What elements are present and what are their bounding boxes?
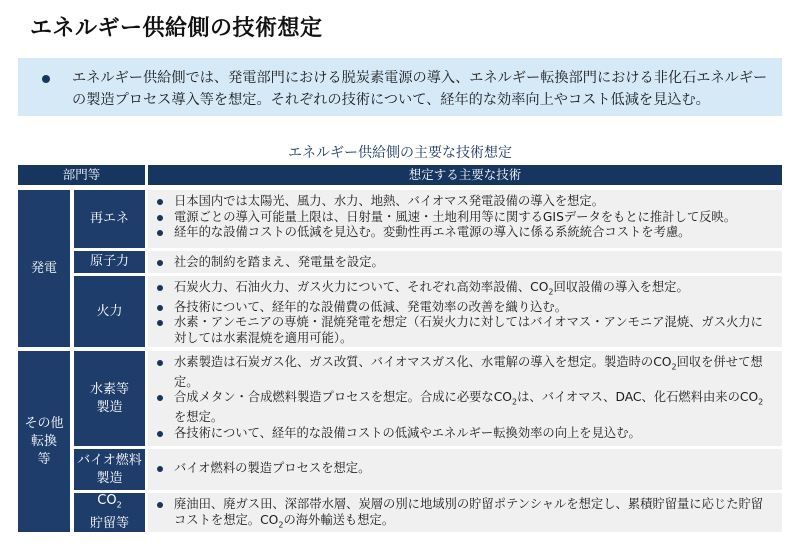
bullet-icon xyxy=(157,230,163,236)
bullet-icon xyxy=(157,431,163,437)
row-label-hydrogen-line1: 水素等 xyxy=(89,381,129,397)
bullet-icon xyxy=(157,305,163,311)
bullet-icon xyxy=(157,466,163,472)
list-item: 合成メタン・合成燃料製造プロセスを想定。合成に必要な$CO_2$は、バイオマス、DAC、化石燃料由来の$CO_2$を想定。 xyxy=(148,390,774,425)
list-item: バイオ燃料の製造プロセスを想定。 xyxy=(148,461,774,477)
list-item: 日本国内では太陽光、風力、水力、地熱、バイオマス発電設備の導入を想定。 xyxy=(148,194,774,210)
list-item: 各技術について、経年的な設備費の低減、発電効率の改善を織り込む。 xyxy=(148,300,774,316)
list-item: 廃油田、廃ガス田、深部帯水層、炭層の別に地域別の貯留ポテンシャルを想定し、累積貯留量に応じた貯留コストを想定。$CO_2$の海外輸送も想定。 xyxy=(148,497,774,532)
bullet-icon xyxy=(157,320,163,326)
list-item: 水素・アンモニアの専焼・混焼発電を想定（石炭火力に対してはバイオマス・アンモニア混焼、ガス火力に対しては水素混焼を適用可能）。 xyxy=(148,315,774,346)
bullet-icon xyxy=(157,395,163,401)
group-power: 発電 xyxy=(18,190,70,347)
content-thermal xyxy=(148,276,782,347)
row-label-renewable: 再エネ xyxy=(74,190,145,248)
header-sector: 部門等 xyxy=(18,165,145,185)
list-item: 水素製造は石炭ガス化、ガス改質、バイオマスガス化、水電解の導入を想定。製造時の$CO_2$回収を併せて想定。 xyxy=(148,355,774,390)
content-co2storage xyxy=(148,493,782,532)
bullet-icon xyxy=(42,75,50,83)
list-item: 経年的な設備コストの低減を見込む。変動性再エネ電源の導入に係る系統統合コストを考慮。 xyxy=(148,225,774,241)
list-item: 各技術について、経年的な設備コストの低減やエネルギー転換効率の向上を見込む。 xyxy=(148,426,774,442)
row-label-nuclear: 原子力 xyxy=(74,251,145,273)
group-other xyxy=(18,351,70,532)
content-nuclear xyxy=(148,251,782,273)
row-label-hydrogen-line2: 製造 xyxy=(96,399,123,415)
group-other-line3: 等 xyxy=(37,451,51,467)
content-hydrogen xyxy=(148,351,782,446)
list-item: 石炭火力、石油火力、ガス火力について、それぞれ高効率設備、$CO_2$回収設備の導入を想定。 xyxy=(148,280,774,300)
group-other-line1: その他 xyxy=(24,415,64,431)
summary-box xyxy=(18,58,782,116)
bullet-icon xyxy=(157,285,163,291)
page-title: エネルギー供給側の技術想定 xyxy=(30,16,323,41)
row-label-biofuel xyxy=(74,449,145,490)
list-item: 社会的制約を踏まえ、発電量を設定。 xyxy=(148,255,774,271)
table-caption: エネルギー供給側の主要な技術想定 xyxy=(288,145,512,161)
bullet-icon xyxy=(157,502,163,508)
row-label-co2storage xyxy=(74,493,145,532)
content-biofuel xyxy=(148,449,782,490)
bullet-icon xyxy=(157,260,163,266)
row-label-biofuel-line2: 製造 xyxy=(96,470,123,486)
row-label-co2storage-line1: $CO_2$ xyxy=(97,493,122,510)
header-tech: 想定する主要な技術 xyxy=(148,165,782,185)
row-label-hydrogen xyxy=(74,351,145,446)
bullet-icon xyxy=(157,360,163,366)
list-item: 電源ごとの導入可能量上限は、日射量・風速・土地利用等に関するGISデータをもとに推計して反映。 xyxy=(148,210,774,226)
bullet-icon xyxy=(157,215,163,221)
row-label-biofuel-line1: バイオ燃料 xyxy=(77,452,142,468)
row-label-co2storage-line2: 貯留等 xyxy=(89,515,129,531)
content-renewable xyxy=(148,190,782,248)
group-other-line2: 転換 xyxy=(30,433,57,449)
bullet-icon xyxy=(157,199,163,205)
summary-text: エネルギー供給側では、発電部門における脱炭素電源の導入、エネルギー転換部門における非化石エネルギーの製造プロセス導入等を想定。それぞれの技術について、経年的な効率向上やコスト低減を見込む。 xyxy=(72,70,768,108)
row-label-thermal: 火力 xyxy=(74,276,145,347)
